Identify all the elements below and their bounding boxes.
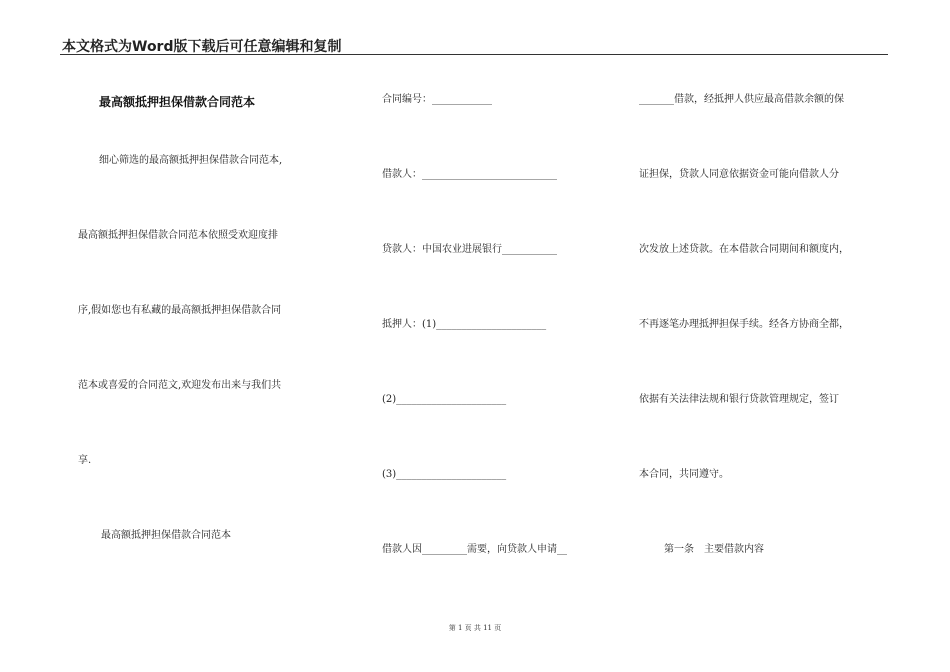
mortgagor-line-3: (3)______________________ <box>382 469 507 480</box>
page-header <box>60 34 888 55</box>
contract-number-line: 合同编号：____________ <box>382 94 492 105</box>
mortgagor-line-2: (2)______________________ <box>382 394 507 405</box>
col1-line-1: 细心筛选的最高额抵押担保借款合同范本, <box>99 155 283 166</box>
col3-line-3: 次发放上述贷款。在本借款合同期间和额度内， <box>639 244 849 255</box>
borrower-line: 借款人：___________________________ <box>382 169 557 180</box>
col3-line-1: _______借款，经抵押人供应最高借款余额的保 <box>639 94 844 105</box>
page-number: 第 1 页 共 11 页 <box>448 624 502 632</box>
col1-line-6: 最高额抵押担保借款合同范本 <box>101 530 231 541</box>
borrower-request-line: 借款人因_________需要，向贷款人申请__ <box>382 544 567 555</box>
col1-line-3: 序,假如您也有私藏的最高额抵押担保借款合同 <box>78 305 282 316</box>
lender-line: 贷款人：中国农业进展银行___________ <box>382 244 557 255</box>
article-1-heading: 第一条 主要借款内容 <box>664 544 764 555</box>
mortgagor-line-1: 抵押人：(1)______________________ <box>382 319 547 330</box>
col3-line-6: 本合同，共同遵守。 <box>639 469 729 480</box>
col1-line-5: 享. <box>78 455 92 466</box>
document-title: 最高额抵押担保借款合同范本 <box>99 95 256 109</box>
header-title: 本文格式为Word版下载后可任意编辑和复制 <box>62 39 342 55</box>
col3-line-2: 证担保，贷款人同意依据资金可能向借款人分 <box>639 169 839 180</box>
col3-line-4: 不再逐笔办理抵押担保手续。经各方协商全都， <box>639 319 849 330</box>
col3-line-5: 依据有关法律法规和银行贷款管理规定，签订 <box>639 394 839 405</box>
col1-line-2: 最高额抵押担保借款合同范本依照受欢迎度排 <box>78 230 278 241</box>
col1-line-4: 范本或喜爱的合同范文,欢迎发布出来与我们共 <box>78 380 282 391</box>
